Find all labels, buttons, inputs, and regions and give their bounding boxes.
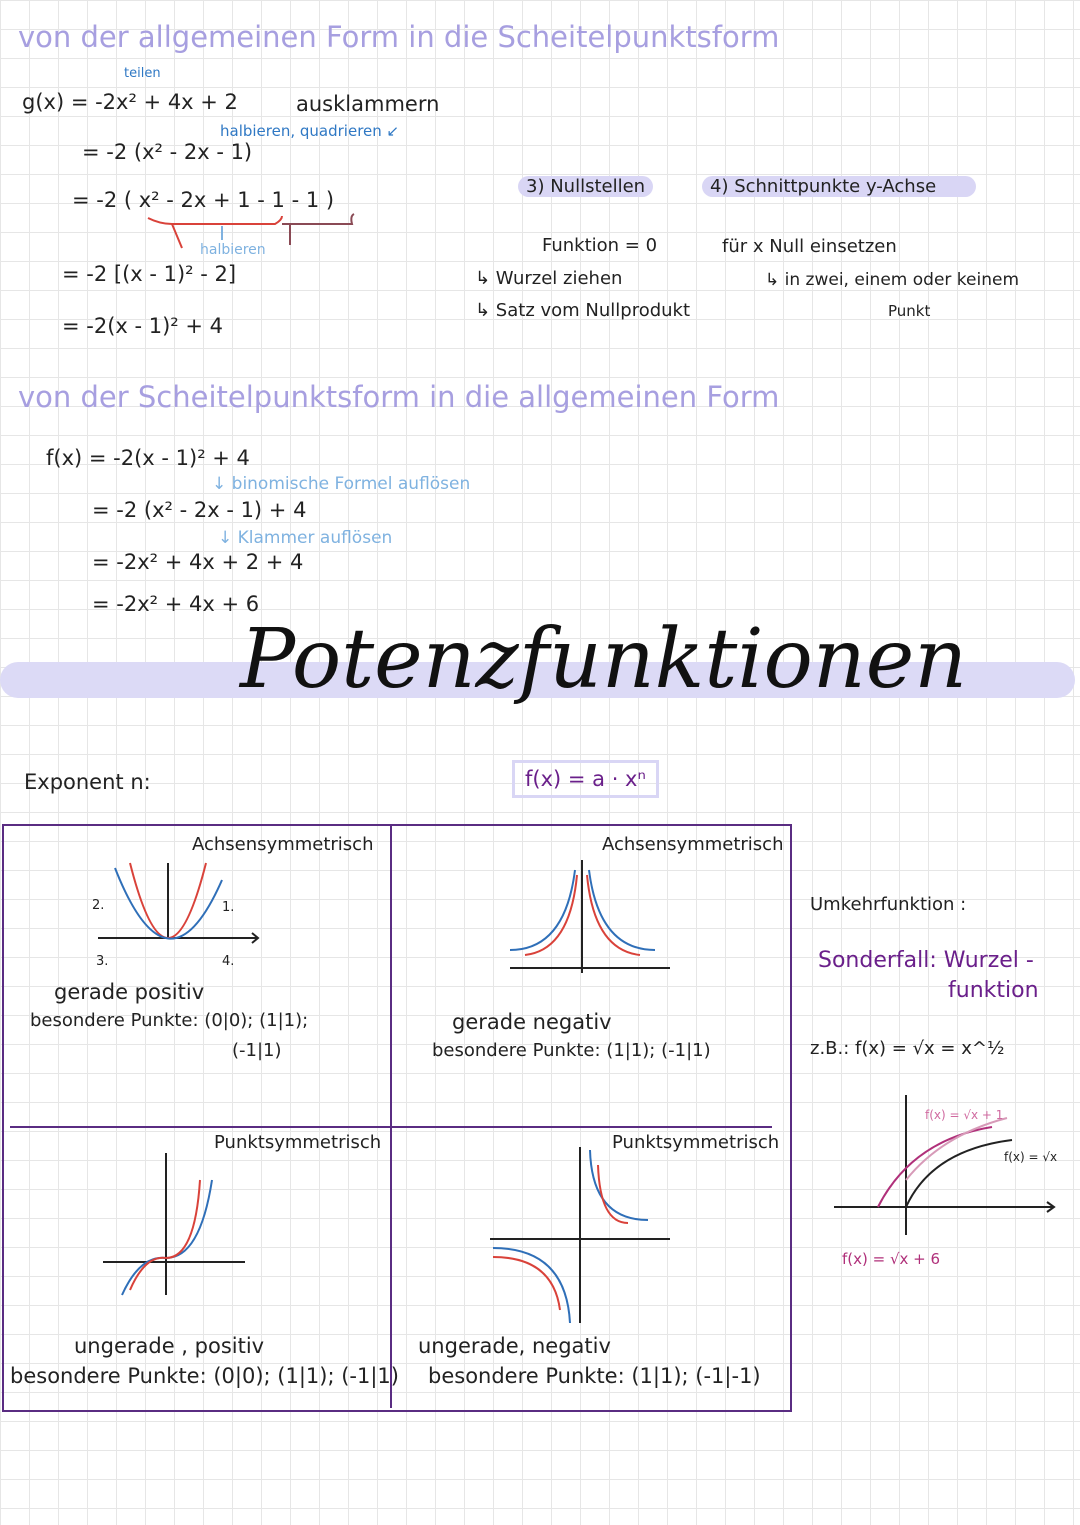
page-title: Potenzfunktionen (240, 612, 968, 707)
schnittpunkte-note2: Punkt (888, 302, 931, 320)
note-ausklammern: ausklammern (296, 92, 440, 116)
equation-line: = -2x² + 4x + 2 + 4 (92, 550, 304, 574)
nullstellen-item: ↳ Wurzel ziehen (475, 268, 623, 289)
quadrant-label: 4. (222, 954, 235, 969)
special-points: besondere Punkte: (1|1); (-1|-1) (428, 1364, 761, 1388)
graph-even-positive (80, 858, 280, 958)
graph-odd-positive (100, 1150, 250, 1300)
equation-line: = -2(x - 1)² + 4 (62, 314, 224, 338)
graph-odd-negative (488, 1145, 678, 1325)
brace-annotation (0, 210, 400, 270)
quadrant-label: 2. (92, 898, 105, 913)
schnittpunkte-note: ↳ in zwei, einem oder keinem (765, 270, 1020, 290)
note-teilen: teilen (124, 66, 161, 81)
sonderfall-label: Sonderfall: Wurzel - (818, 948, 1034, 973)
divider (390, 826, 392, 1408)
heading-scheitel-to-allgemein: von der Scheitelpunktsform in die allgemeinen Form (18, 380, 780, 414)
nullstellen-item: ↳ Satz vom Nullprodukt (475, 300, 691, 321)
sonderfall-label-2: funktion (948, 978, 1039, 1003)
example-formula: z.B.: f(x) = √x = x^½ (810, 1038, 1005, 1059)
curve-label: f(x) = √x (1004, 1150, 1058, 1164)
power-formula: f(x) = a · xⁿ (512, 760, 659, 798)
umkehr-title: Umkehrfunktion : (810, 894, 967, 915)
quadrant-label: 3. (96, 954, 109, 969)
note-halbieren-quadrieren: halbieren, quadrieren ↙ (220, 122, 400, 140)
divider (10, 1126, 772, 1128)
curve-label: f(x) = √x + 1 (925, 1108, 1004, 1122)
graph-even-negative (505, 855, 675, 975)
equation-line: = -2x² + 4x + 6 (92, 592, 260, 616)
type-label: ungerade, negativ (418, 1334, 611, 1358)
note-klammer: ↓ Klammer auflösen (218, 528, 393, 548)
special-points: besondere Punkte: (0|0); (1|1); (30, 1010, 309, 1031)
equation-line: = -2 ( x² - 2x + 1 - 1 - 1 ) (72, 188, 335, 212)
special-points: (-1|1) (232, 1040, 282, 1061)
type-label: ungerade , positiv (74, 1334, 265, 1358)
nullstellen-rule: Funktion = 0 (542, 235, 658, 256)
equation-line: f(x) = -2(x - 1)² + 4 (46, 446, 250, 470)
equation-line: = -2 (x² - 2x - 1) + 4 (92, 498, 307, 522)
note-halbieren: halbieren (200, 242, 266, 258)
heading-allgemein-to-scheitel: von der allgemeinen Form in die Scheitelpunktsform (18, 20, 780, 54)
curve-label: f(x) = √x + 6 (842, 1250, 941, 1268)
equation-line: = -2 (x² - 2x - 1) (82, 140, 253, 164)
equation-line: = -2 [(x - 1)² - 2] (62, 262, 237, 286)
schnittpunkte-rule: für x Null einsetzen (722, 236, 897, 257)
symmetry-label: Achsensymmetrisch (192, 834, 374, 855)
quadrant-label: 1. (222, 900, 235, 915)
symmetry-label: Punktsymmetrisch (612, 1132, 780, 1153)
nullstellen-title: 3) Nullstellen (518, 176, 653, 197)
note-binomisch: ↓ binomische Formel auflösen (212, 474, 471, 494)
type-label: gerade negativ (452, 1010, 612, 1034)
special-points: besondere Punkte: (0|0); (1|1); (-1|1) (10, 1364, 399, 1388)
symmetry-label: Punktsymmetrisch (214, 1132, 382, 1153)
symmetry-label: Achsensymmetrisch (602, 834, 784, 855)
type-label: gerade positiv (54, 980, 205, 1004)
special-points: besondere Punkte: (1|1); (-1|1) (432, 1040, 711, 1061)
equation-line: g(x) = -2x² + 4x + 2 (22, 90, 238, 114)
exponent-label: Exponent n: (24, 770, 151, 794)
schnittpunkte-title: 4) Schnittpunkte y-Achse (702, 176, 976, 197)
